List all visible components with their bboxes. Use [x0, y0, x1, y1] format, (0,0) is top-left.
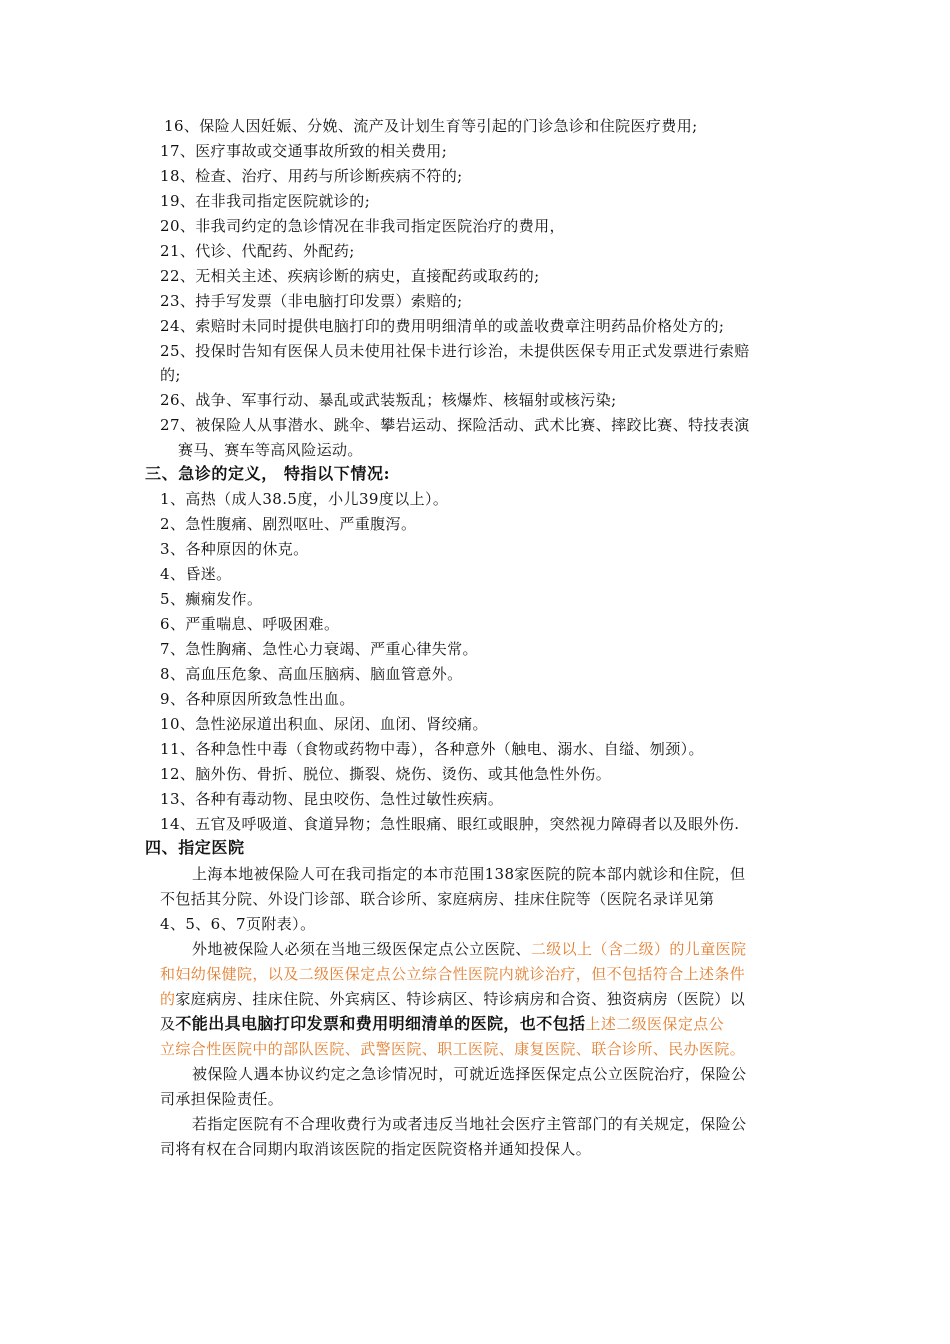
emergency-item-13: 13、各种有毒动物、昆虫咬伤、急性过敏性疾病。 — [160, 790, 504, 808]
exclusion-item-16: 16、保险人因妊娠、分娩、流产及计划生育等引起的门诊急诊和住院医疗费用; — [164, 117, 698, 135]
section-4-heading: 四、指定医院 — [145, 838, 245, 857]
emergency-item-2: 2、急性腹痛、剧烈呕吐、严重腹泻。 — [160, 515, 417, 533]
exclusion-item-19: 19、在非我司指定医院就诊的; — [160, 192, 371, 210]
exclusion-item-22: 22、无相关主述、疾病诊断的病史，直接配药或取药的; — [160, 267, 540, 285]
exclusion-item-26: 26、战争、军事行动、暴乱或武装叛乱；核爆炸、核辐射或核污染; — [160, 391, 617, 409]
p2-highlight: 上述二级医保定点公 — [585, 1015, 725, 1033]
exclusion-item-17: 17、医疗事故或交通事故所致的相关费用; — [160, 142, 448, 160]
paragraph-1-line-2: 不包括其分院、外设门诊部、联合诊所、家庭病房、挂床住院等（医院名录详见第 — [160, 890, 715, 908]
emergency-item-1: 1、高热（成人38.5度，小儿39度以上）。 — [160, 490, 449, 508]
exclusion-item-25: 25、投保时告知有医保人员未使用社保卡进行诊治，未提供医保专用正式发票进行索赔 — [160, 342, 750, 360]
emergency-item-12: 12、脑外伤、骨折、脱位、撕裂、烧伤、烫伤、或其他急性外伤。 — [160, 765, 612, 783]
paragraph-1-line-1: 上海本地被保险人可在我司指定的本市范围138家医院的院本部内就诊和住院，但 — [192, 865, 746, 883]
paragraph-2-line-2: 和妇幼保健院，以及二级医保定点公立综合性医院内就诊治疗，但不包括符合上述条件 — [160, 965, 746, 983]
emergency-item-10: 10、急性泌尿道出积血、尿闭、血闭、肾绞痛。 — [160, 715, 488, 733]
p2-bold-text: 不能出具电脑打印发票和费用明细清单的医院，也不包括 — [175, 1014, 586, 1033]
p2-highlight: 的 — [160, 990, 176, 1008]
exclusion-item-24: 24、索赔时未同时提供电脑打印的费用明细清单的或盖收费章注明药品价格处方的; — [160, 317, 725, 335]
emergency-item-7: 7、急性胸痛、急性心力衰竭、严重心律失常。 — [160, 640, 478, 658]
section-3-heading: 三、急诊的定义， 特指以下情况: — [145, 464, 391, 483]
paragraph-4-line-2: 司将有权在合同期内取消该医院的指定医院资格并通知投保人。 — [160, 1140, 592, 1158]
paragraph-2-line-1 — [192, 939, 746, 959]
exclusion-item-23: 23、持手写发票（非电脑打印发票）索赔的; — [160, 292, 463, 310]
exclusion-item-25-cont: 的; — [160, 366, 181, 384]
emergency-item-5: 5、癫痫发作。 — [160, 590, 263, 608]
p2-text: 外地被保险人必须在当地三级医保定点公立医院、 — [192, 940, 531, 958]
exclusion-item-21: 21、代诊、代配药、外配药; — [160, 242, 355, 260]
emergency-item-14: 14、五官及呼吸道、食道异物；急性眼痛、眼红或眼肿，突然视力障碍者以及眼外伤. — [160, 815, 740, 833]
emergency-item-3: 3、各种原因的休克。 — [160, 540, 309, 558]
emergency-item-9: 9、各种原因所致急性出血。 — [160, 690, 355, 708]
emergency-item-4: 4、昏迷。 — [160, 565, 232, 583]
exclusion-item-18: 18、检查、治疗、用药与所诊断疾病不符的; — [160, 167, 463, 185]
p2-text: 家庭病房、挂床住院、外宾病区、特诊病区、特诊病房和合资、独资病房（医院）以 — [175, 990, 746, 1008]
exclusion-item-27-cont: 赛马、赛车等高风险运动。 — [178, 441, 363, 459]
p2-text: 及 — [160, 1015, 176, 1033]
emergency-item-8: 8、高血压危象、高血压脑病、脑血管意外。 — [160, 665, 463, 683]
emergency-item-6: 6、严重喘息、呼吸困难。 — [160, 615, 340, 633]
paragraph-3-line-1: 被保险人遇本协议约定之急诊情况时，可就近选择医保定点公立医院治疗，保险公 — [192, 1065, 747, 1083]
paragraph-3-line-2: 司承担保险责任。 — [160, 1090, 284, 1108]
emergency-item-11: 11、各种急性中毒（食物或药物中毒），各种意外（触电、溺水、自缢、刎颈）。 — [160, 740, 704, 758]
paragraph-2-line-5: 立综合性医院中的部队医院、武警医院、职工医院、康复医院、联合诊所、民办医院。 — [160, 1040, 746, 1058]
exclusion-item-20: 20、非我司约定的急诊情况在非我司指定医院治疗的费用， — [160, 217, 565, 235]
paragraph-1-line-3: 4、5、6、7页附表）。 — [160, 915, 316, 933]
exclusion-item-27: 27、被保险人从事潜水、跳伞、攀岩运动、探险活动、武术比赛、摔跤比赛、特技表演 — [160, 416, 750, 434]
p2-highlight: 二级以上（含二级）的儿童医院 — [530, 940, 747, 958]
paragraph-4-line-1: 若指定医院有不合理收费行为或者违反当地社会医疗主管部门的有关规定，保险公 — [192, 1115, 747, 1133]
paragraph-2-line-3 — [160, 989, 745, 1009]
paragraph-2-line-4 — [160, 1014, 724, 1034]
